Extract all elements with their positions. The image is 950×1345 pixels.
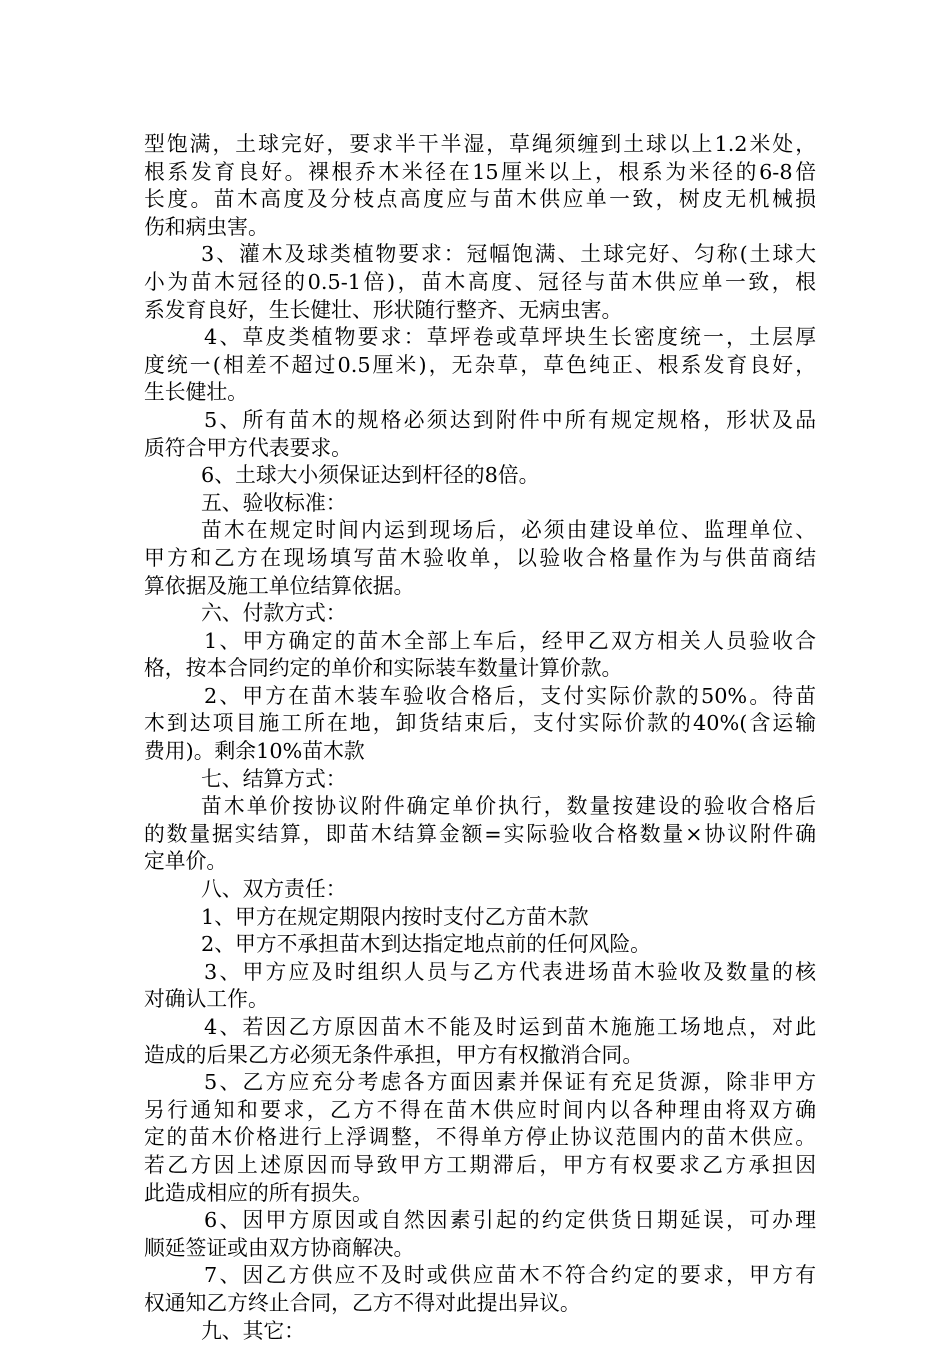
text-line: 另行通知和要求，乙方不得在苗木供应时间内以各种理由将双方确 — [144, 1097, 816, 1122]
text-line: 造成的后果乙方必须无条件承担，甲方有权撤消合同。 — [144, 1042, 644, 1067]
text-line: 苗木单价按协议附件确定单价执行，数量按建设的验收合格后 — [201, 794, 816, 819]
text-line: 小为苗木冠径的0.5-1倍)，苗木高度、冠径与苗木供应单一致，根 — [144, 269, 816, 294]
text-line: 6、因甲方原因或自然因素引起的约定供货日期延误，可办理 — [204, 1208, 816, 1233]
text-line: 此造成相应的所有损失。 — [144, 1180, 373, 1205]
text-line: 格，按本合同约定的单价和实际装车数量计算价款。 — [144, 656, 623, 681]
text-line: 苗木在规定时间内运到现场后，必须由建设单位、监理单位、 — [201, 518, 816, 543]
section-heading: 七、结算方式： — [201, 766, 347, 791]
section-heading: 五、验收标准： — [201, 490, 347, 515]
document-page — [144, 131, 816, 1345]
text-line: 质符合甲方代表要求。 — [144, 435, 352, 460]
text-line: 费用)。剩余10%苗木款 — [144, 739, 365, 764]
section-heading: 六、付款方式： — [201, 601, 347, 626]
text-line: 定单价。 — [144, 849, 228, 874]
text-line: 权通知乙方终止合同，乙方不得对此提出异议。 — [144, 1290, 581, 1315]
text-line: 1、甲方确定的苗木全部上车后，经甲乙双方相关人员验收合 — [204, 628, 816, 653]
text-line: 若乙方因上述原因而导致甲方工期滞后，甲方有权要求乙方承担因 — [144, 1152, 816, 1177]
text-line: 长度。苗木高度及分枝点高度应与苗木供应单一致，树皮无机械损 — [144, 187, 816, 212]
text-line: 定的苗木价格进行上浮调整，不得单方停止协议范围内的苗木供应。 — [144, 1125, 816, 1150]
text-line: 甲方和乙方在现场填写苗木验收单，以验收合格量作为与供苗商结 — [144, 545, 816, 570]
text-line: 的数量据实结算，即苗木结算金额=实际验收合格数量×协议附件确 — [144, 821, 816, 846]
text-line: 木到达项目施工所在地，卸货结束后，支付实际价款的40%(含运输 — [144, 711, 816, 736]
text-line: 6、土球大小须保证达到杆径的8倍。 — [201, 463, 540, 488]
text-line: 度统一(相差不超过0.5厘米)，无杂草，草色纯正、根系发育良好， — [144, 352, 816, 377]
text-line: 5、所有苗木的规格必须达到附件中所有规定规格，形状及品 — [204, 407, 816, 432]
text-line: 2、甲方不承担苗木到达指定地点前的任何风险。 — [201, 932, 651, 957]
text-line: 4、若因乙方原因苗木不能及时运到苗木施施工场地点，对此 — [204, 1015, 816, 1039]
text-line: 5、乙方应充分考虑各方面因素并保证有充足货源，除非甲方 — [204, 1070, 816, 1095]
text-line: 3、灌木及球类植物要求：冠幅饱满、土球完好、匀称(土球大 — [201, 242, 816, 267]
text-line: 4、草皮类植物要求：草坪卷或草坪块生长密度统一，土层厚 — [204, 325, 816, 350]
text-line: 伤和病虫害。 — [144, 214, 269, 239]
text-line: 3、甲方应及时组织人员与乙方代表进场苗木验收及数量的核 — [204, 959, 816, 984]
text-line: 型饱满，土球完好，要求半干半湿，草绳须缠到土球以上1.2米处， — [144, 132, 816, 156]
text-line: 生长健壮。 — [144, 380, 248, 405]
text-line: 1、甲方在规定期限内按时支付乙方苗木款 — [201, 904, 589, 929]
text-line: 顺延签证或由双方协商解决。 — [144, 1235, 415, 1260]
text-line: 7、因乙方供应不及时或供应苗木不符合约定的要求，甲方有 — [204, 1263, 816, 1288]
text-line: 系发育良好，生长健壮、形状随行整齐、无病虫害。 — [144, 297, 623, 322]
text-line: 算依据及施工单位结算依据。 — [144, 573, 415, 598]
section-heading: 九、其它： — [201, 1318, 305, 1343]
text-line: 根系发育良好。裸根乔木米径在15厘米以上，根系为米径的6-8倍 — [144, 159, 816, 184]
text-line: 对确认工作。 — [144, 987, 269, 1012]
text-line: 2、甲方在苗木装车验收合格后，支付实际价款的50%。待苗 — [204, 683, 816, 708]
section-heading: 八、双方责任： — [201, 877, 347, 902]
